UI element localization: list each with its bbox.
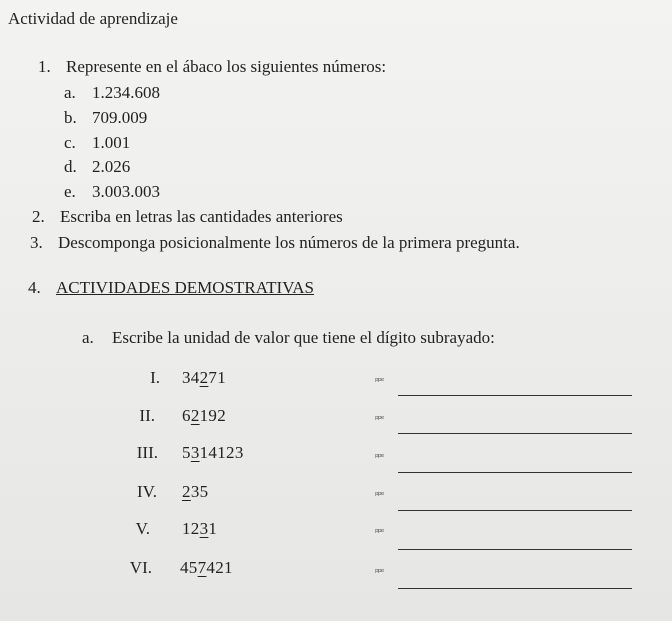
answer-line[interactable]: [398, 472, 632, 473]
question-4: [28, 279, 314, 296]
roman-numeral: I.: [150, 368, 160, 387]
list-item-value: 709.009: [92, 108, 148, 127]
list-item-b: [64, 109, 147, 126]
underlined-digit: 7: [197, 558, 207, 577]
handwritten-mark: ᵖᵖᵉ: [375, 415, 384, 425]
page-title: Actividad de aprendizaje: [8, 9, 178, 28]
exercise-number: 62192: [182, 406, 227, 425]
underlined-digit: 2: [190, 406, 200, 425]
question-2-text: Escriba en letras las cantidades anteriores: [60, 207, 343, 226]
list-item-letter: d.: [64, 157, 77, 176]
list-item-letter: e.: [64, 182, 76, 201]
list-item-letter: c.: [64, 133, 76, 152]
question-4-number: 4.: [28, 278, 41, 297]
exercise-row-2: [0, 406, 672, 436]
exercise-row-3: [0, 443, 672, 473]
question-4-heading: ACTIVIDADES DEMOSTRATIVAS: [56, 278, 315, 297]
list-item-a: [64, 84, 160, 101]
subquestion-a: [82, 329, 495, 346]
handwritten-mark: ᵖᵖᵉ: [375, 568, 384, 578]
subquestion-a-text: Escribe la unidad de valor que tiene el dígito subrayado:: [112, 328, 495, 347]
handwritten-mark: ᵖᵖᵉ: [375, 528, 384, 538]
list-item-d: [64, 158, 130, 175]
handwritten-mark: ᵖᵖᵉ: [375, 377, 384, 387]
handwritten-mark: ᵖᵖᵉ: [375, 453, 384, 463]
question-2-number: 2.: [32, 207, 45, 226]
question-1-text: Represente en el ábaco los siguientes números:: [66, 57, 387, 76]
exercise-number: 5314123: [182, 443, 244, 462]
exercise-row-1: [0, 368, 672, 398]
answer-line[interactable]: [398, 395, 632, 396]
question-1-number: 1.: [38, 57, 51, 76]
list-item-value: 2.026: [92, 157, 131, 176]
underlined-digit: 3: [199, 519, 209, 538]
roman-numeral: III.: [136, 443, 158, 462]
list-item-c: [64, 134, 130, 151]
list-item-e: [64, 183, 160, 200]
list-item-value: 3.003.003: [92, 182, 160, 201]
roman-numeral: II.: [139, 406, 155, 425]
exercise-row-5: [0, 519, 672, 549]
handwritten-mark: ᵖᵖᵉ: [375, 491, 384, 501]
list-item-letter: b.: [64, 108, 77, 127]
underlined-digit: 2: [199, 368, 209, 387]
list-item-value: 1.234.608: [92, 83, 160, 102]
exercise-number: 457421: [180, 558, 233, 577]
answer-line[interactable]: [398, 549, 632, 550]
list-item-letter: a.: [64, 83, 76, 102]
question-2: [32, 208, 343, 225]
list-item-value: 1.001: [92, 133, 131, 152]
exercise-row-6: [0, 558, 672, 588]
roman-numeral: VI.: [129, 558, 152, 577]
exercise-number: 235: [182, 482, 209, 501]
roman-numeral: V.: [135, 519, 150, 538]
answer-line[interactable]: [398, 510, 632, 511]
answer-line[interactable]: [398, 588, 632, 589]
exercise-number: 1231: [182, 519, 218, 538]
question-3-text: Descomponga posicionalmente los números de la primera pregunta.: [58, 233, 520, 252]
subquestion-a-letter: a.: [82, 328, 94, 347]
question-3: [30, 234, 520, 251]
question-3-number: 3.: [30, 233, 43, 252]
exercise-number: 34271: [182, 368, 227, 387]
exercise-row-4: [0, 482, 672, 512]
question-1: [38, 58, 386, 75]
answer-line[interactable]: [398, 433, 632, 434]
underlined-digit: 3: [190, 443, 200, 462]
roman-numeral: IV.: [137, 482, 157, 501]
underlined-digit: 2: [182, 482, 191, 501]
